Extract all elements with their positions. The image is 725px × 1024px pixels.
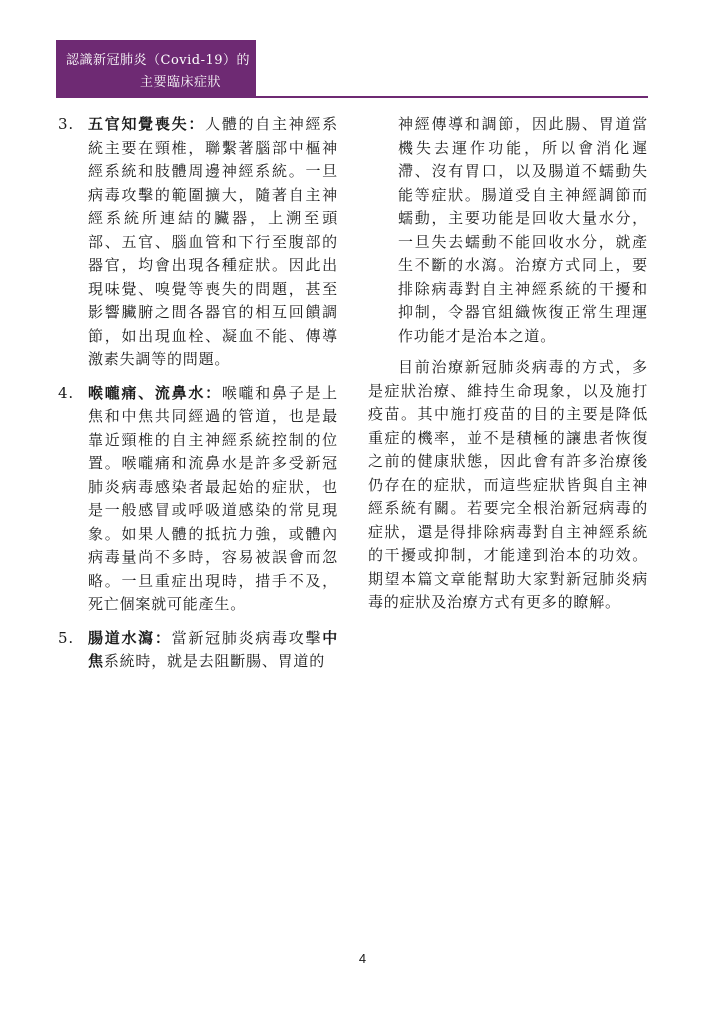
body-paragraph: 目前治療新冠肺炎病毒的方式，多是症狀治療、維持生命現象，以及施打疫苗。其中施打疫苗的目的主要是降低重症的機率，並不是積極的讓患者恢復之前的健康狀態，因此會有許多治療後仍存在的症狀，而這些症狀皆與自主神經系統有關。若要完全根治新冠病毒的症狀，還是得排除病毒對自主神經系統的干擾或抑制，才能達到治本的功效。期望本篇文章能幫助大家對新冠肺炎病毒的症狀及治療方式有更多的瞭解。 (368, 358, 648, 611)
list-item-text: 喉嚨和鼻子是上焦和中焦共同經過的管道，也是最靠近頸椎的自主神經系統控制的位置。喉嚨痛和流鼻水是許多受新冠肺炎病毒感染者最起始的症狀，也是一般感冒或呼吸道感染的常見現象。如果人體的抵抗力強，或體內病毒量尚不多時，容易被誤會而忽略。一旦重症出現時，措手不及，死亡個案就可能產生。 (88, 383, 338, 613)
list-item-number: 3. (58, 115, 74, 133)
list-item-title: 腸道水瀉 (88, 628, 155, 647)
list-item-colon: ： (205, 383, 222, 402)
list-item-text: 當新冠肺炎病毒攻擊 (171, 628, 323, 647)
header-divider (56, 96, 648, 98)
list-item-number: 4. (58, 383, 74, 402)
header-title-line2: 主要臨床症狀 (140, 75, 222, 90)
page-number: 4 (358, 951, 367, 966)
list-item-number: 5. (58, 628, 74, 647)
list-item-title: 五官知覺喪失 (88, 115, 189, 133)
right-column (368, 113, 648, 615)
list-item (58, 627, 338, 674)
list-item-colon: ： (154, 628, 172, 647)
header-banner (56, 40, 256, 98)
list-item-title: 喉嚨痛、流鼻水 (88, 383, 206, 402)
list-item-continuation: 神經傳導和調節，因此腸、胃道當機失去運作功能，所以會消化遲滯、沒有胃口，以及腸道不蠕動失能等症狀。腸道受自主神經調節而蠕動，主要功能是回收大量水分，一旦失去蠕動不能回收水分，就產生不斷的水瀉。治療方式同上，要排除病毒對自主神經系統的干擾和抑制，令器官組織恢復正常生理運作功能才是治本之道。 (398, 115, 648, 345)
list-item-text: 人體的自主神經系統主要在頸椎，聯繫著腦部中樞神經系統和肢體周邊神經系統。一旦病毒攻擊的範圍擴大，隨著自主神經系統所連結的臟器，上溯至頭部、五官、腦血管和下行至腹部的器官，均會出現各種症狀。因此出現味覺、嗅覺等喪失的問題，甚至影響臟腑之間各器官的相互回饋調節，如出現血栓、凝血不能、傳導激素失調等的問題。 (88, 115, 338, 368)
list-item-emphasis: 中焦 (88, 628, 338, 670)
list-item (58, 382, 338, 617)
list-item-text-tail: 系統時，就是去阻斷腸、胃道的 (103, 652, 326, 670)
header-title-line1: 認識新冠肺炎（Covid-19）的 (66, 53, 251, 68)
list-item (58, 113, 338, 372)
left-column (58, 113, 338, 684)
list-item-colon: ： (188, 115, 206, 133)
